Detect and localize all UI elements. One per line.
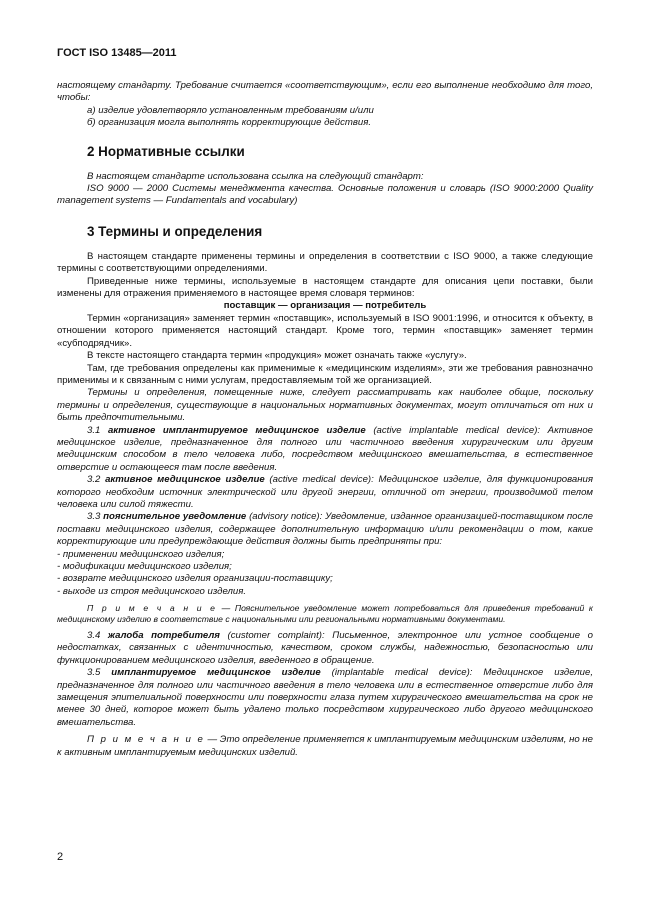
list-item: - модификации медицинского изделия;: [57, 561, 232, 572]
section-3-paragraph-5: Там, где требования определены как применимые к «медицинским изделиям», эти же требования равнозначно применимы и к связанным с ними услугам, предоставляемым той же организацией.: [57, 362, 593, 386]
term-number: 3.3: [87, 511, 104, 523]
term-number: 3.5: [87, 667, 112, 679]
term-3-3: [57, 511, 593, 548]
intro-paragraph: настоящему стандарту. Требование считается «соответствующим», если его выполнение необходимо для того, чтобы:: [57, 80, 593, 104]
term-name: имплантируемое медицинское изделие: [111, 667, 321, 679]
term-name: жалоба потребителя: [107, 630, 220, 642]
note-label: П р и м е ч а н и е: [87, 734, 205, 746]
term-name: пояснительное уведомление: [103, 511, 247, 523]
term-definition: (implantable medical device): Медицинское изделие, предназначенное для полного или частичного введения в тело человека или в естественное отверстие либо для замещения эпителиальной поверхности или поверхности глаза путем хирургического вмешательства на срок не менее 30 дней, которое может быть удалено только посредством хирургического либо другого медицинского вмешательства.: [57, 667, 593, 728]
document-body: [57, 80, 593, 759]
term-definition: (active medical device): Медицинское изделие, для функционирования которого необходим источник электрической или другой энергии, отличной от энергии, производимой телом человека или силой тяжести.: [57, 474, 593, 510]
term-3-2: [57, 474, 593, 511]
term-3-1: [57, 425, 593, 475]
term-definition: (customer complaint): Письменное, электронное или устное сообщение о недостатках, связанных с идентичностью, качеством, сроком службы, надежностью, безопасностью или функционированием медицинского изделия, введенного в обращение.: [57, 630, 593, 666]
term-number: 3.4: [87, 630, 108, 642]
note-label: П р и м е ч а н и е: [87, 603, 217, 614]
section-3-paragraph-3: Термин «организация» заменяет термин «поставщик», используемый в ISO 9001:1996, и относится к объекту, в отношении которого применяется настоящий стандарт. Кроме того, термин «поставщик» заменяет термин «субподрядчик».: [57, 312, 593, 349]
term-definition: (active implantable medical device): Активное медицинское изделие, предназначенное для полного или частичного введения хирургическим или другим медицинским способом в тело человека либо, посредством медицинского вмешательства, в естественное отверстие и остающееся там после введения.: [57, 424, 593, 473]
note-3-5: [57, 734, 593, 759]
page-number: 2: [57, 851, 64, 863]
term-3-4: [57, 630, 593, 667]
term-name: активное медицинское изделие: [105, 474, 265, 486]
note-text: — Пояснительное уведомление может потребоваться для приведения требований к медицинскому изделию в соответствие с национальными или региональными нормативными документами.: [57, 603, 593, 624]
section-3-paragraph-1: В настоящем стандарте применены термины и определения в соответствии с ISO 9000, а также следующие термины с соответствующими определениями.: [57, 250, 593, 275]
section-2-title: 2 Нормативные ссылки: [87, 143, 245, 159]
section-3-paragraph-4: В тексте настоящего стандарта термин «продукция» может означать также «услугу».: [87, 350, 467, 362]
list-item: - применении медицинского изделия;: [57, 548, 225, 560]
section-3-paragraph-2: Приведенные ниже термины, используемые в настоящем стандарте для описания цепи поставки, были изменены для отражения применяемого в настоящее время словаря терминов:: [57, 275, 593, 300]
list-item: - выходе из строя медицинского изделия.: [57, 585, 247, 597]
supply-chain-terms: поставщик — организация — потребитель: [223, 300, 427, 312]
section-3-paragraph-6: Термины и определения, помещенные ниже, следует рассматривать как наиболее общие, поскольку термины и определения, существующие в национальных нормативных документах, могут отличаться от них и быть предпочтительными.: [57, 387, 593, 424]
intro-item-b: б) организация могла выполнять корректирующие действия.: [87, 117, 371, 129]
section-2-reference: ISO 9000 — 2000 Системы менеджмента качества. Основные положения и словарь (ISO 9000:2000 Quality management systems — Fundamentals and vocabulary): [57, 183, 593, 207]
intro-item-a: а) изделие удовлетворяло установленным требованиям и/или: [87, 104, 374, 116]
note-text: — Это определение применяется к имплантируемым медицинским изделиям, но не к активным имплантируемым медицинских изделий.: [57, 734, 593, 758]
term-definition: (advisory notice): Уведомление, изданное организацией-поставщиком после поставки медицинского изделия, содержащее дополнительную информацию и/или рекомендации о том, какие корректирующие или предупреждающие действия должны быть предприняты при:: [57, 511, 594, 548]
list-item: - возврате медицинского изделия организации-поставщику;: [57, 573, 333, 585]
section-3-title: 3 Термины и определения: [87, 223, 263, 239]
term-number: 3.1: [87, 424, 108, 436]
running-header: ГОСТ ISO 13485—2011: [57, 47, 177, 59]
term-name: активное имплантируемое медицинское изделие: [107, 424, 366, 436]
term-3-5: [57, 667, 593, 729]
note-3-3: [57, 603, 593, 624]
section-2-paragraph: В настоящем стандарте использована ссылка на следующий стандарт:: [87, 170, 424, 182]
term-number: 3.2: [87, 474, 106, 486]
